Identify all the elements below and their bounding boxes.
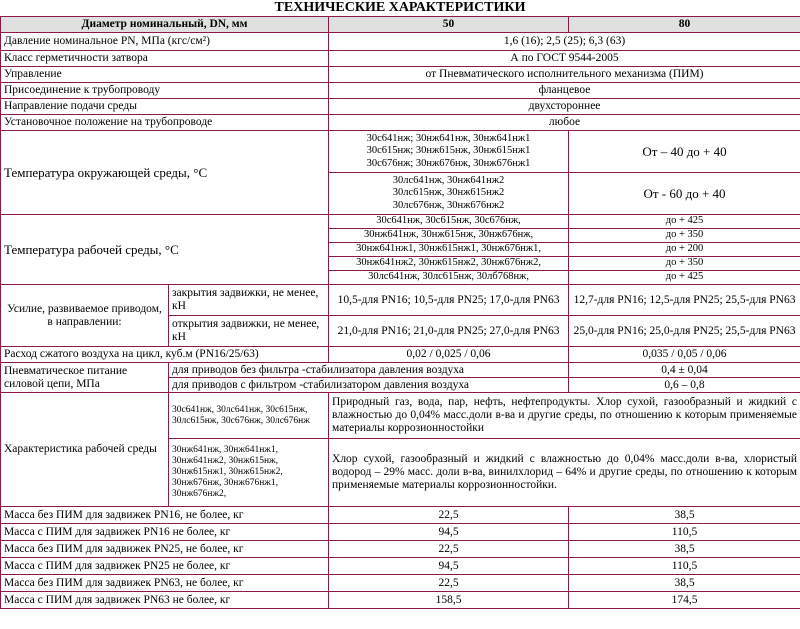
working-temp-value: до + 425 xyxy=(569,271,800,285)
pressure-label: Давление номинальное PN, МПа (кгс/см²) xyxy=(1,33,329,51)
mass-dn80: 174,5 xyxy=(569,592,800,609)
header-dn50: 50 xyxy=(329,17,569,33)
mass-dn50: 94,5 xyxy=(329,558,569,575)
table-row xyxy=(1,363,800,378)
table-row xyxy=(1,83,800,99)
table-row xyxy=(1,541,800,558)
model-line: 30с615нж; 30нж615нж, 30нж615нж1 xyxy=(366,145,531,157)
mass-dn80: 38,5 xyxy=(569,541,800,558)
air-dn80: 0,035 / 0,05 / 0,06 xyxy=(569,347,800,363)
table-row xyxy=(1,51,800,67)
table-row xyxy=(1,592,800,609)
working-temp-models: 30нж641нж1, 30нж615нж1, 30нж676нж1, xyxy=(329,243,569,257)
mass-dn50: 94,5 xyxy=(329,524,569,541)
tightness-label: Класс герметичности затвора xyxy=(1,51,329,67)
table-row xyxy=(1,524,800,541)
mass-label: Масса без ПИМ для задвижек PN25, не более, кг xyxy=(1,541,329,558)
working-temp-models: 30лс641нж, 30лс615нж, 30лб768нж, xyxy=(329,271,569,285)
model-line: 30лс641нж, 30нж641нж2 xyxy=(392,174,505,186)
connection-value: фланцевое xyxy=(329,83,800,99)
mass-dn50: 22,5 xyxy=(329,507,569,524)
mass-dn80: 38,5 xyxy=(569,575,800,592)
table-row xyxy=(1,215,800,229)
pneumatic-no-filter-value: 0,4 ± 0,04 xyxy=(569,363,800,378)
position-value: любое xyxy=(329,115,800,131)
media-g2-models: 30нж641нж, 30нж641нж1, 30нж641нж2, 30нж615нж, 30нж615нж1, 30нж615нж2, 30нж676нж, 30нж676нж1, 30нж676нж2, xyxy=(169,439,329,507)
mass-dn80: 38,5 xyxy=(569,507,800,524)
pneumatic-label: Пневматическое питание силовой цепи, МПа xyxy=(1,363,169,393)
table-row xyxy=(1,115,800,131)
model-line: 30лс676нж, 30нж676нж2 xyxy=(392,199,505,211)
table-header-row xyxy=(1,17,800,33)
working-temp-value: до + 425 xyxy=(569,215,800,229)
mass-label: Масса без ПИМ для задвижек PN63, не более, кг xyxy=(1,575,329,592)
force-closing-label: закрытия задвижки, не менее, кН xyxy=(169,285,329,316)
ambient-g1-models xyxy=(329,131,569,173)
pressure-value: 1,6 (16); 2,5 (25); 6,3 (63) xyxy=(329,33,800,51)
connection-label: Присоединение к трубопроводу xyxy=(1,83,329,99)
mass-dn80: 110,5 xyxy=(569,558,800,575)
model-line: 30с676нж; 30нж676нж, 30нж676нж1 xyxy=(366,157,531,169)
position-label: Установочное положение на трубопроводе xyxy=(1,115,329,131)
ambient-label: Температура окружающей среды, °С xyxy=(1,131,329,215)
page-title: ТЕХНИЧЕСКИЕ ХАРАКТЕРИСТИКИ xyxy=(274,0,526,15)
header-dn80: 80 xyxy=(569,17,800,33)
working-temp-models: 30с641нж, 30с615нж, 30с676нж, xyxy=(329,215,569,229)
ambient-g2-value: От - 60 до + 40 xyxy=(569,173,800,215)
table-row xyxy=(1,507,800,524)
force-opening-label: открытия задвижки, не менее, кН xyxy=(169,316,329,347)
pneumatic-with-filter-value: 0,6 – 0,8 xyxy=(569,378,800,393)
media-g2-value: Хлор сухой, газообразный и жидкий с влажностью до 0,04% масс.доли в-ва, хлористый водород – 29% масс. доли в-ва, винилхлорид – 64% и другие среды, по отношению к которым применяемые материалы коррозионностойки. xyxy=(329,439,800,507)
control-value: от Пневматического исполнительного механизма (ПИМ) xyxy=(329,67,800,83)
model-line: 30лс615нж, 30нж615нж2 xyxy=(392,187,505,199)
working-temp-label: Температура рабочей среды, °С xyxy=(1,215,329,285)
force-opening-dn50: 21,0-для PN16; 21,0-для PN25; 27,0-для PN63 xyxy=(329,316,569,347)
media-g1-value: Природный газ, вода, пар, нефть, нефтепродукты. Хлор сухой, газообразный и жидкий с влажностью до 0,04% масс.доли в-ва и другие среды, по отношению к которым применяемые материалы коррозионностойки xyxy=(329,393,800,439)
table-row xyxy=(1,347,800,363)
mass-label: Масса с ПИМ для задвижек PN16 не более, кг xyxy=(1,524,329,541)
table-row xyxy=(1,131,800,173)
air-label: Расход сжатого воздуха на цикл, куб.м (PN16/25/63) xyxy=(1,347,329,363)
control-label: Управление xyxy=(1,67,329,83)
table-row xyxy=(1,285,800,316)
working-temp-value: до + 200 xyxy=(569,243,800,257)
specs-table xyxy=(0,16,800,609)
working-temp-value: до + 350 xyxy=(569,257,800,271)
media-label: Характеристика рабочей среды xyxy=(1,393,169,507)
mass-label: Масса с ПИМ для задвижек PN25 не более, кг xyxy=(1,558,329,575)
air-dn50: 0,02 / 0,025 / 0,06 xyxy=(329,347,569,363)
ambient-g2-models xyxy=(329,173,569,215)
table-row xyxy=(1,99,800,115)
force-closing-dn50: 10,5-для PN16; 10,5-для PN25; 17,0-для PN63 xyxy=(329,285,569,316)
ambient-g1-value: От – 40 до + 40 xyxy=(569,131,800,173)
table-row xyxy=(1,558,800,575)
media-g1-models: 30с641нж, 30лс641нж, 30с615нж, 30лс615нж, 30с676нж, 30лс676нж xyxy=(169,393,329,439)
pneumatic-with-filter-label: для приводов с фильтром -стабилизатором давления воздуха xyxy=(169,378,569,393)
mass-dn50: 158,5 xyxy=(329,592,569,609)
mass-label: Масса с ПИМ для задвижек PN63 не более, кг xyxy=(1,592,329,609)
force-label: Усилие, развиваемое приводом, в направлении: xyxy=(1,285,169,347)
table-row xyxy=(1,33,800,51)
table-row xyxy=(1,393,800,439)
direction-label: Направление подачи среды xyxy=(1,99,329,115)
model-line: 30с641нж; 30нж641нж, 30нж641нж1 xyxy=(366,132,531,144)
working-temp-value: до + 350 xyxy=(569,229,800,243)
header-param: Диаметр номинальный, DN, мм xyxy=(1,17,329,33)
table-row xyxy=(1,67,800,83)
pneumatic-no-filter-label: для приводов без фильтра -стабилизатора давления воздуха xyxy=(169,363,569,378)
table-row xyxy=(1,575,800,592)
force-opening-dn80: 25,0-для PN16; 25,0-для PN25; 25,5-для PN63 xyxy=(569,316,800,347)
tightness-value: А по ГОСТ 9544-2005 xyxy=(329,51,800,67)
mass-dn50: 22,5 xyxy=(329,541,569,558)
working-temp-models: 30нж641нж, 30нж615нж, 30нж676нж, xyxy=(329,229,569,243)
working-temp-models: 30нж641нж2, 30нж615нж2, 30нж676нж2, xyxy=(329,257,569,271)
mass-dn80: 110,5 xyxy=(569,524,800,541)
force-closing-dn80: 12,7-для PN16; 12,5-для PN25; 25,5-для PN63 xyxy=(569,285,800,316)
mass-label: Масса без ПИМ для задвижек PN16, не более, кг xyxy=(1,507,329,524)
mass-dn50: 22,5 xyxy=(329,575,569,592)
direction-value: двухстороннее xyxy=(329,99,800,115)
